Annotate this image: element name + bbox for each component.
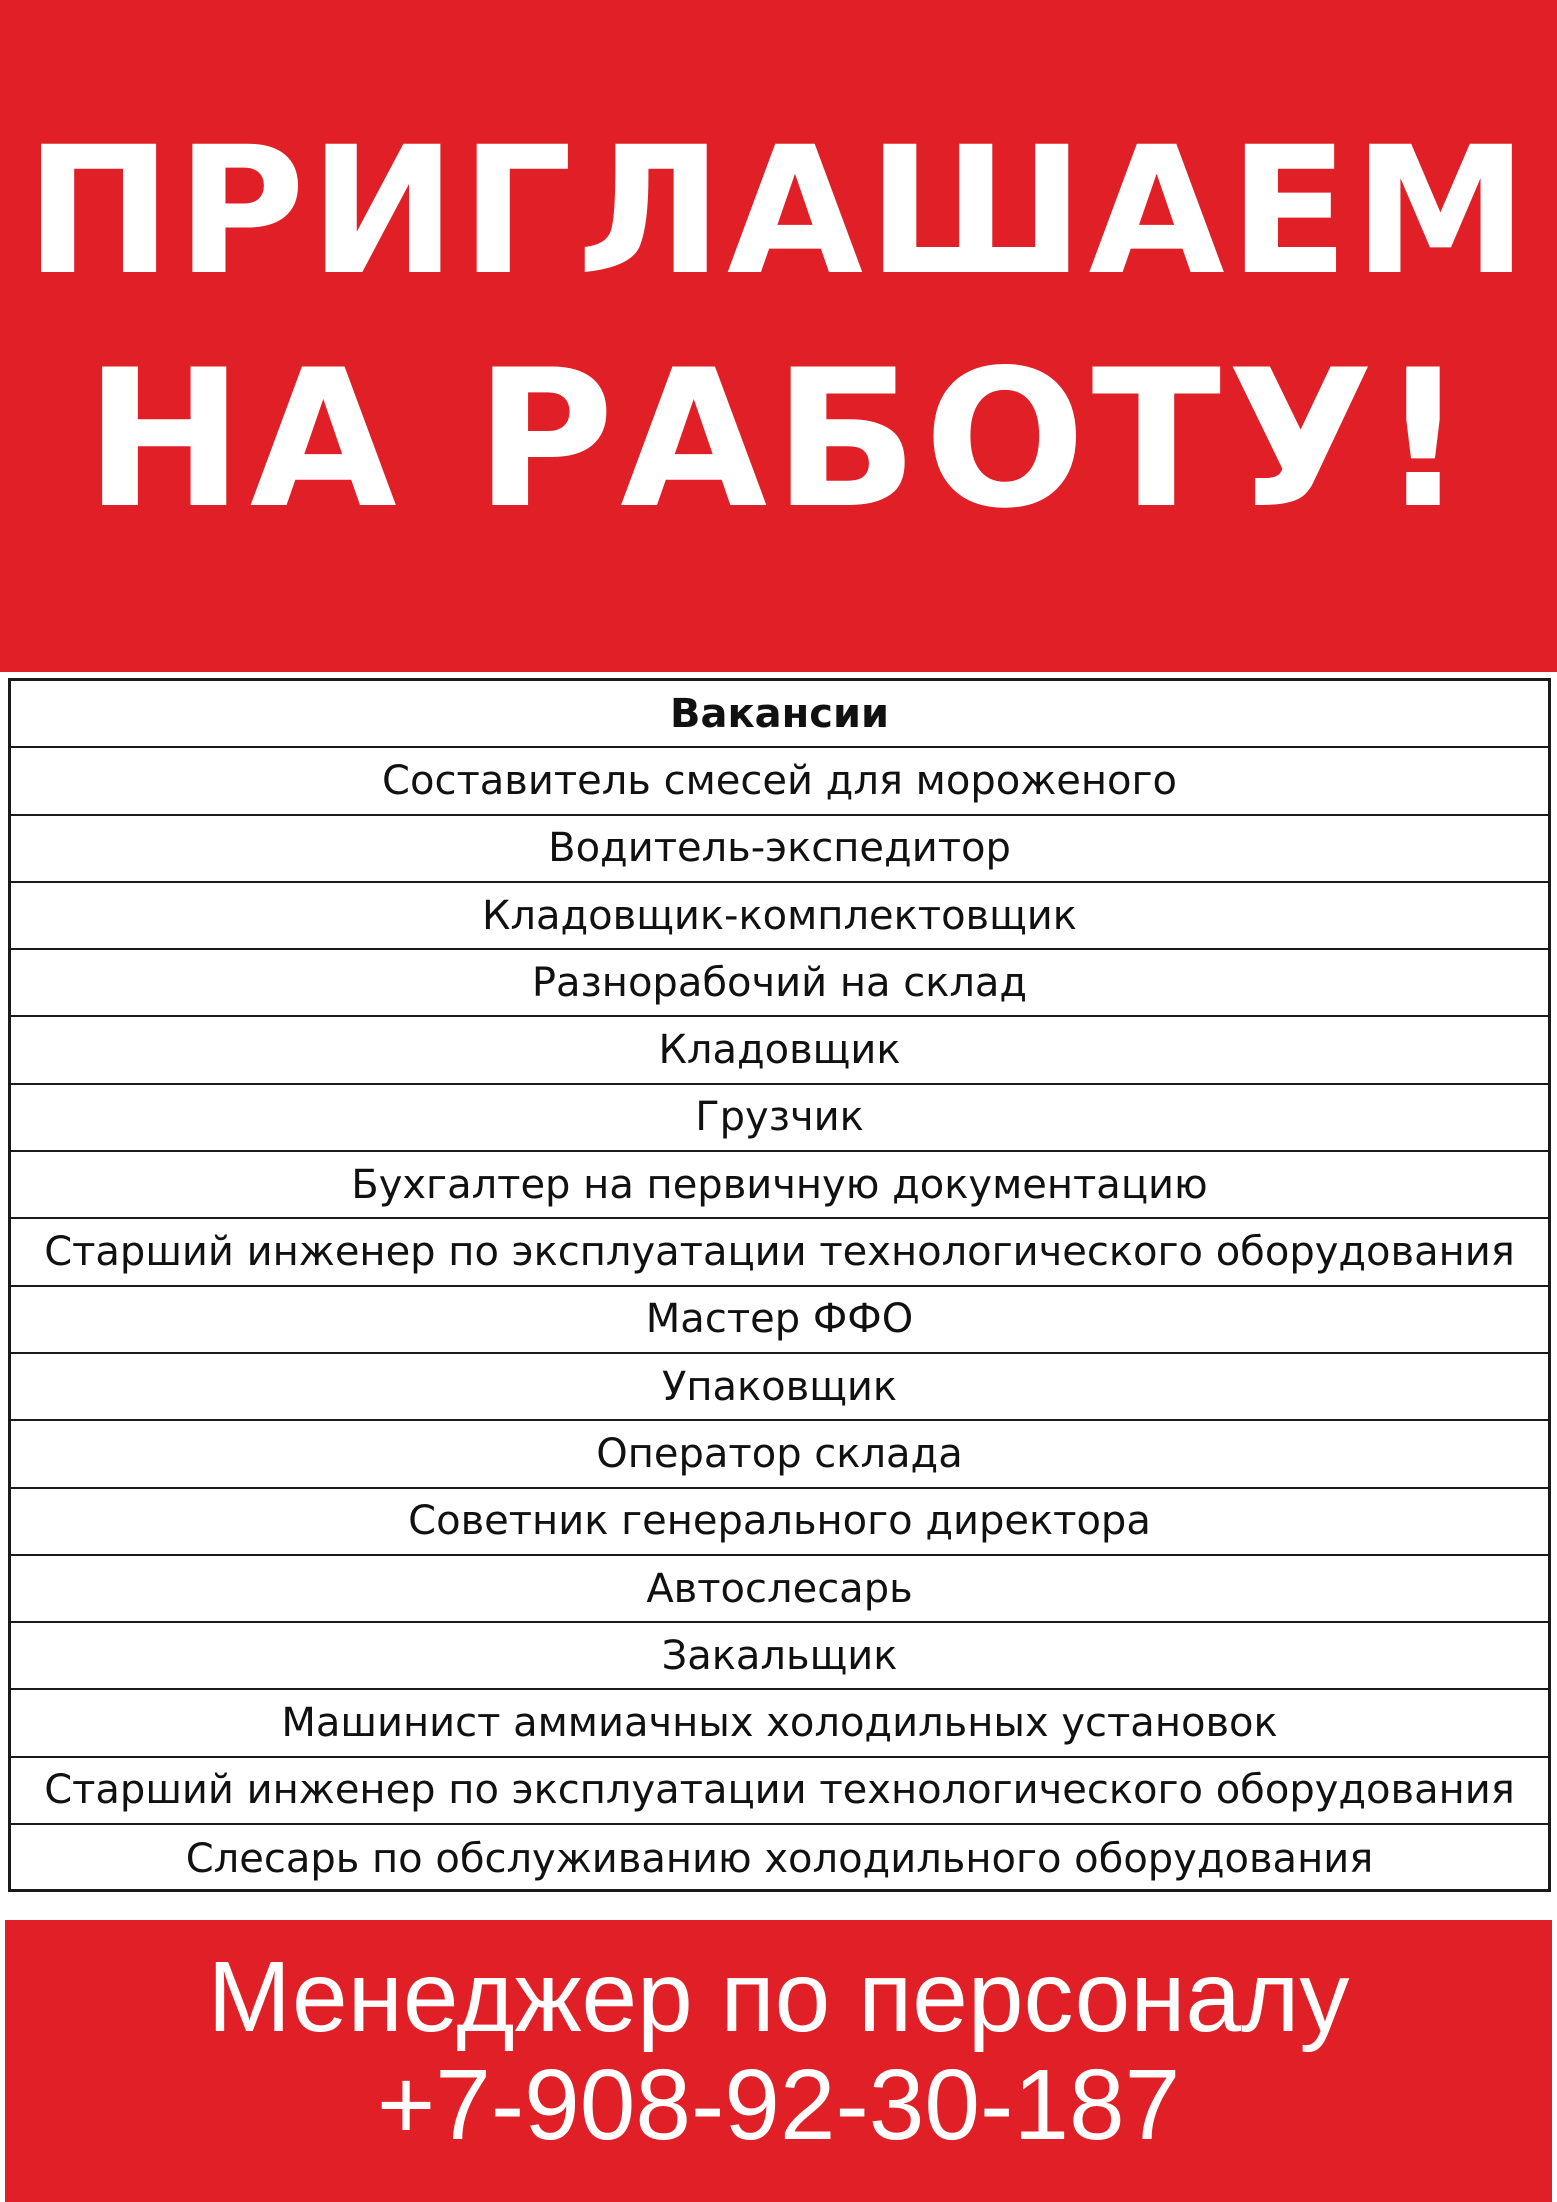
vacancy-row: Старший инженер по эксплуатации технологического оборудования: [11, 1219, 1548, 1286]
contact-phone: +7-908-92-30-187: [376, 2049, 1181, 2161]
vacancy-row: Составитель смесей для мороженого: [11, 748, 1548, 815]
vacancy-row: Оператор склада: [11, 1421, 1548, 1488]
vacancy-row: Грузчик: [11, 1085, 1548, 1152]
banner-title-line-1: ПРИГЛАШАЕМ: [24, 109, 1533, 314]
vacancy-row: Водитель-экспедитор: [11, 816, 1548, 883]
vacancy-row: Советник генерального директора: [11, 1489, 1548, 1556]
vacancy-row: Автослесарь: [11, 1556, 1548, 1623]
vacancy-row: Слесарь по обслуживанию холодильного оборудования: [185, 1835, 1374, 1882]
vacancies-table: [8, 678, 1551, 1892]
vacancy-row: Закальщик: [11, 1623, 1548, 1690]
vacancies-header: Вакансии: [11, 681, 1548, 748]
vacancy-row: Кладовщик-комплектовщик: [11, 883, 1548, 950]
contact-footer: [5, 1920, 1552, 2202]
vacancy-row: Старший инженер по эксплуатации технологического оборудования: [11, 1758, 1548, 1825]
banner-title-line-2: НА РАБОТУ!: [84, 329, 1473, 550]
vacancy-row: Машинист аммиачных холодильных установок: [11, 1690, 1548, 1757]
vacancy-row: Упаковщик: [11, 1354, 1548, 1421]
vacancy-row: Бухгалтер на первичную документацию: [11, 1152, 1548, 1219]
vacancy-row: Мастер ФФО: [11, 1287, 1548, 1354]
vacancy-row: Разнорабочий на склад: [11, 950, 1548, 1017]
header-banner: [0, 0, 1557, 672]
vacancy-row: Кладовщик: [11, 1017, 1548, 1084]
contact-title: Менеджер по персоналу: [207, 1941, 1350, 2053]
